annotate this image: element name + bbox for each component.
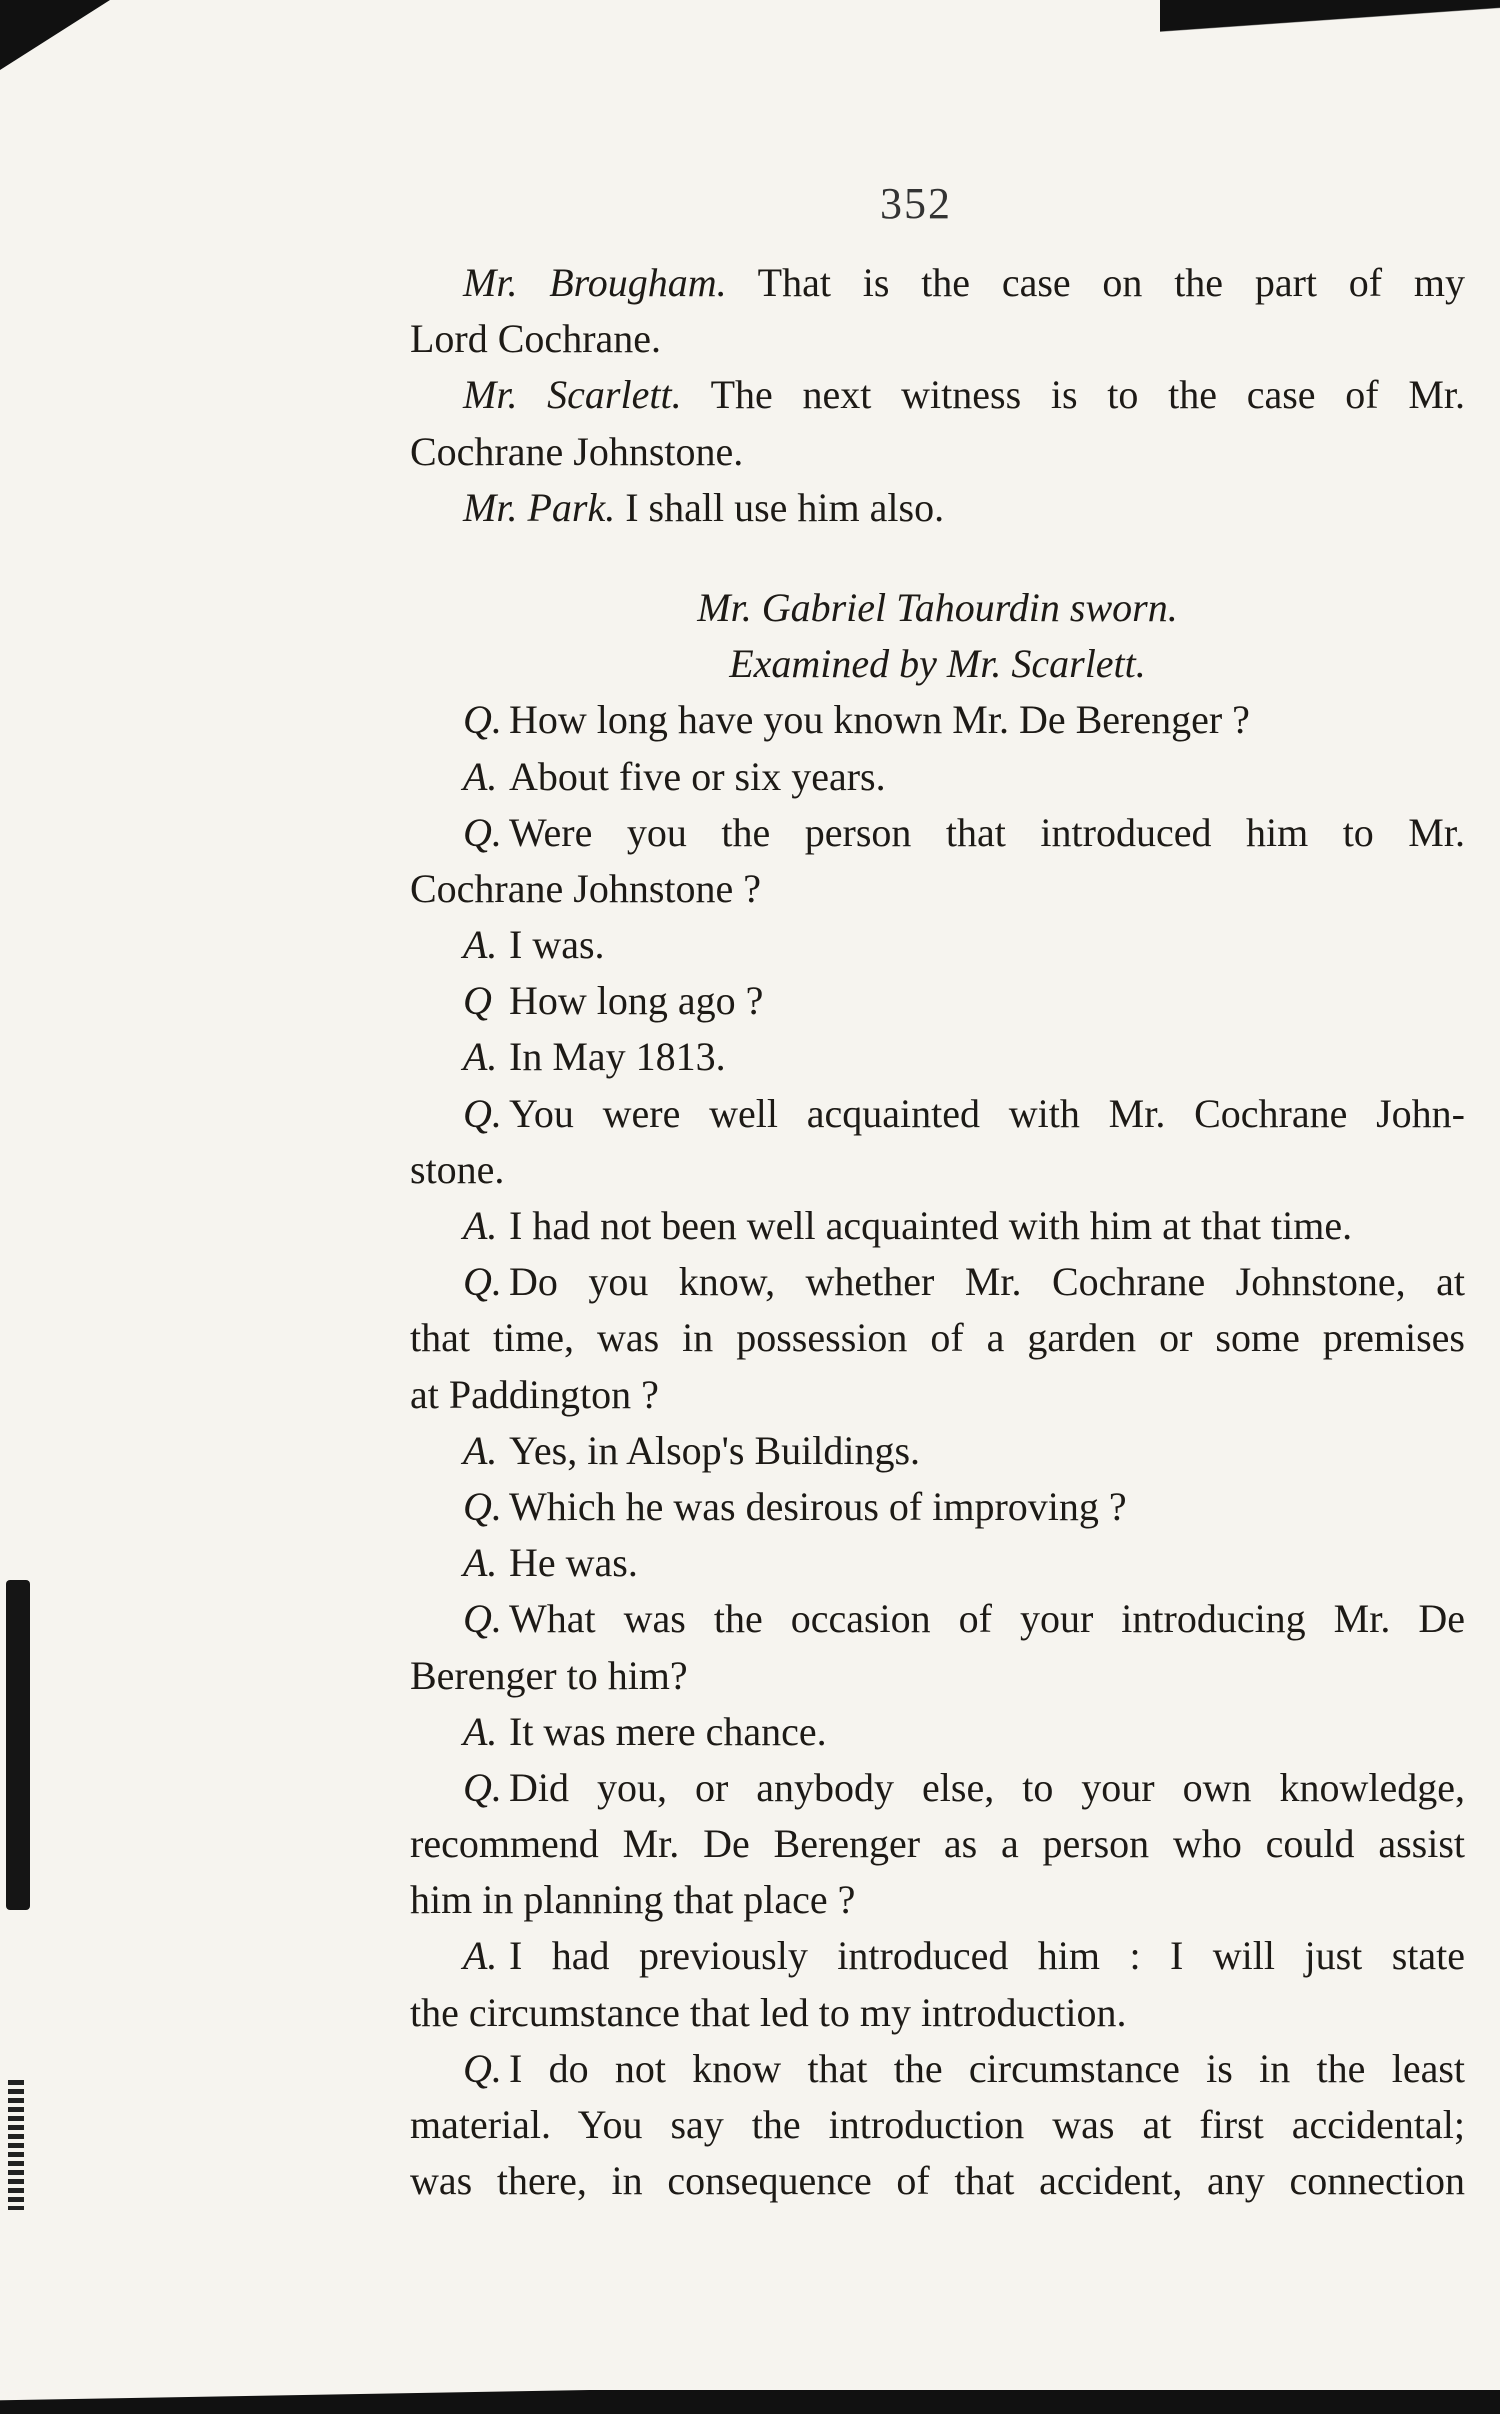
question-line: material. You say the introduction was at first accidental; (410, 2102, 1465, 2147)
question-text: How long ago ? (509, 978, 764, 1024)
answer-tag: A. (463, 1203, 498, 1248)
question-line: stone. (410, 1146, 505, 1192)
question-text: I do not know that the circumstance is in the least (509, 2045, 1465, 2091)
answer-text: I had previously introduced him : I will just state (509, 1933, 1465, 1979)
answer-line (410, 1029, 1465, 1085)
speaker-name: Mr. Scarlett. (463, 372, 682, 418)
question-line: Cochrane Johnstone ? (410, 865, 762, 911)
scan-edge-shadow (8, 2080, 24, 2210)
scan-edge-shadow (0, 0, 110, 70)
question-tag: Q. (463, 1483, 502, 1529)
answer-tag: A. (463, 1034, 498, 1080)
text-line (410, 480, 1465, 536)
speech-text: The next witness is to the case of Mr. (710, 372, 1466, 418)
question-text: Do you know, whether Mr. Cochrane Johnstone, at (509, 1259, 1465, 1305)
question-line: that time, was in possession of a garden or some premises (410, 1315, 1465, 1361)
answer-line (410, 1704, 1465, 1760)
question-text: Did you, or anybody else, to your own knowledge, (509, 1764, 1465, 1810)
scan-edge-shadow (1160, 0, 1500, 80)
scan-edge-shadow (6, 1580, 30, 1910)
question-line: was there, in consequence of that accident, any connection (410, 2158, 1465, 2204)
question-line (410, 1760, 1465, 1816)
question-text: How long have you known Mr. De Berenger ? (509, 697, 1250, 743)
question-tag: Q. (463, 2045, 502, 2091)
question-line (410, 2041, 1465, 2097)
spacer (410, 536, 1465, 580)
question-text: You were well acquainted with Mr. Cochrane John- (509, 1090, 1465, 1136)
question-tag: Q (463, 978, 492, 1024)
text-line (410, 367, 1465, 423)
answer-line (410, 1198, 1465, 1254)
question-line: at Paddington ? (410, 1371, 659, 1417)
scan-edge-shadow (0, 2390, 1500, 2414)
answer-text: He was. (509, 1540, 638, 1586)
question-line (410, 1591, 1465, 1647)
answer-line (410, 1928, 1465, 1984)
answer-tag: A. (463, 1540, 498, 1586)
answer-tag: A. (463, 1933, 498, 1979)
answer-tag: A. (463, 922, 498, 968)
question-line (410, 1479, 1465, 1535)
answer-line (410, 749, 1465, 805)
answer-line (410, 917, 1465, 973)
question-tag: Q. (463, 1259, 502, 1305)
question-tag: Q. (463, 697, 502, 743)
answer-text: Yes, in Alsop's Buildings. (509, 1427, 921, 1473)
examined-by-heading: Examined by Mr. Scarlett. (729, 641, 1146, 687)
question-text: Which he was desirous of improving ? (509, 1483, 1127, 1529)
speech-text: I shall use him also. (625, 484, 945, 530)
answer-text: About five or six years. (509, 753, 886, 799)
question-line (410, 805, 1465, 861)
question-tag: Q. (463, 1596, 502, 1642)
question-line (410, 1086, 1465, 1142)
answer-line: the circumstance that led to my introduction. (410, 1989, 1127, 2035)
question-line: Berenger to him? (410, 1652, 688, 1698)
speaker-name: Mr. Park. (463, 484, 616, 530)
answer-text: I had not been well acquainted with him at that time. (509, 1203, 1353, 1248)
answer-line (410, 1423, 1465, 1479)
witness-sworn-heading: Mr. Gabriel Tahourdin sworn. (697, 584, 1178, 630)
question-line (410, 1254, 1465, 1310)
question-text: What was the occasion of your introducing Mr. De (509, 1596, 1465, 1642)
question-line (410, 692, 1465, 748)
answer-text: In May 1813. (509, 1034, 726, 1080)
question-line: him in planning that place ? (410, 1877, 856, 1923)
question-tag: Q. (463, 809, 502, 855)
answer-line (410, 1535, 1465, 1591)
answer-tag: A. (463, 1708, 498, 1754)
question-line (410, 973, 1465, 1029)
text-line: Cochrane Johnstone. (410, 428, 744, 474)
question-tag: Q. (463, 1764, 502, 1810)
answer-text: It was mere chance. (509, 1708, 827, 1754)
text-line (410, 255, 1465, 311)
speech-text: That is the case on the part of my (757, 260, 1465, 305)
answer-tag: A. (463, 1427, 498, 1473)
answer-text: I was. (509, 922, 605, 968)
speaker-name: Mr. Brougham. (463, 260, 727, 305)
answer-tag: A. (463, 753, 498, 799)
page-number: 352 (880, 179, 952, 228)
question-tag: Q. (463, 1090, 502, 1136)
question-line: recommend Mr. De Berenger as a person who could assist (410, 1821, 1465, 1867)
question-text: Were you the person that introduced him to Mr. (509, 809, 1465, 855)
text-line: Lord Cochrane. (410, 316, 662, 362)
page-text (410, 255, 1465, 2209)
